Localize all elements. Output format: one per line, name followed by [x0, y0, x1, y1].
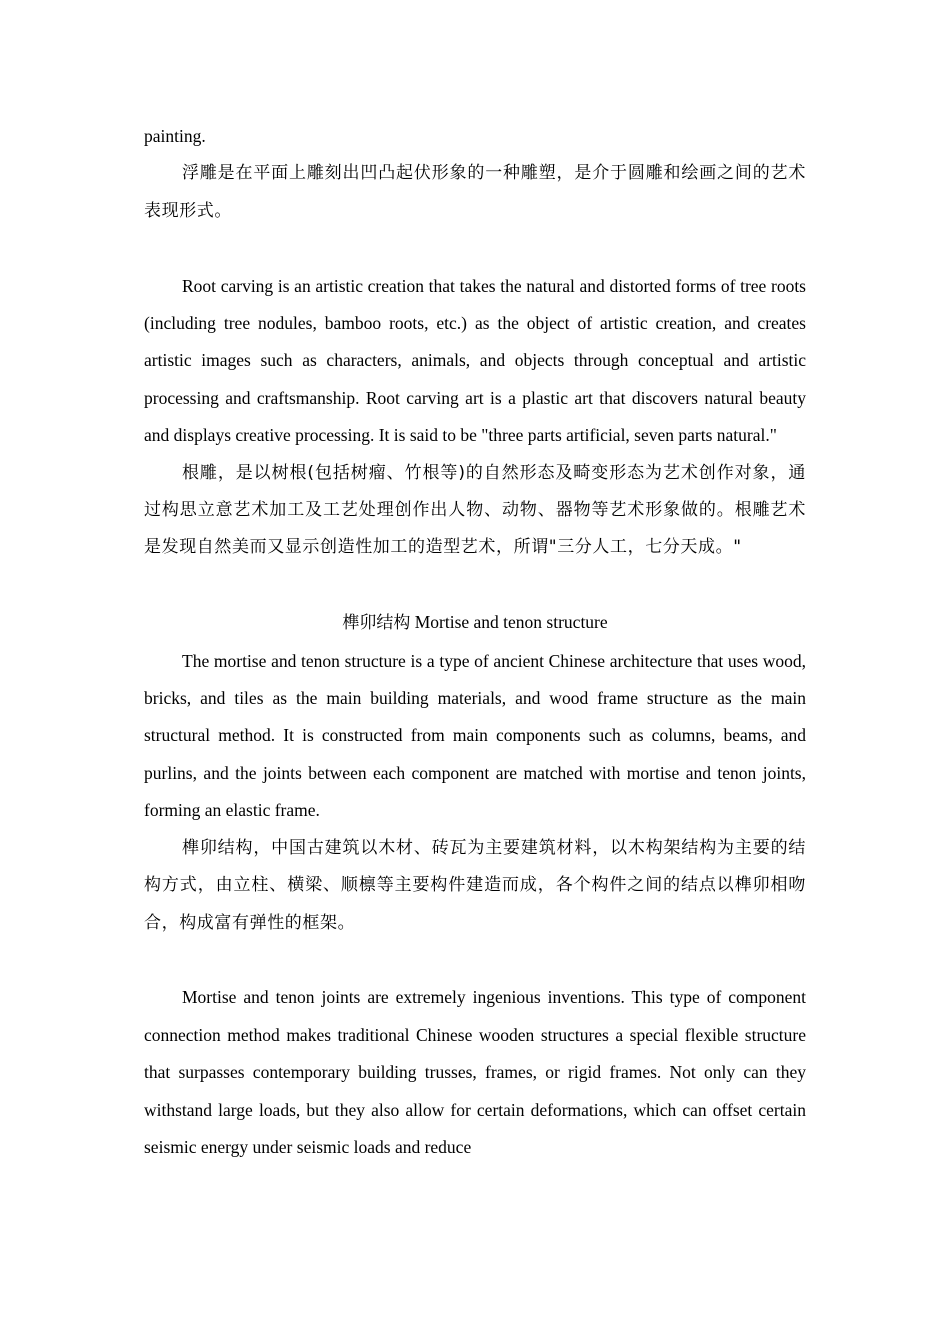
section-heading-zh: 榫卯结构 [342, 613, 411, 634]
section-heading-en: Mortise and tenon structure [410, 612, 608, 633]
paragraph-relief-carving-zh: 浮雕是在平面上雕刻出凹凸起伏形象的一种雕塑，是介于圆雕和绘画之间的艺术表现形式。 [144, 163, 806, 221]
paragraph-root-carving-en: Root carving is an artistic creation that takes the natural and distorted forms of tree roots (including tree nodules, bamboo roots, etc.) as the object of artistic creation, and creates artistic images such as characters, animals, and objects through conceptual and artistic processing and craftsmanship. Root carving art is a plastic art that discovers natural beauty and displays creative processing. It is said to be "three parts artificial, seven parts natural." [144, 275, 806, 446]
blank-line [144, 942, 806, 979]
document-page [144, 118, 806, 1166]
paragraph-root-carving-zh: 根雕，是以树根(包括树瘤、竹根等)的自然形态及畸变形态为艺术创作对象，通过构思立意艺术加工及工艺处理创作出人物、动物、器物等艺术形象做的。根雕艺术是发现自然美而又显示创造性加工的造型艺术，所谓"三分人工，七分天成。" [144, 462, 806, 558]
paragraph-mortise-tenon-zh: 榫卯结构，中国古建筑以木材、砖瓦为主要建筑材料，以木构架结构为主要的结构方式，由立柱、横梁、顺檩等主要构件建造而成，各个构件之间的结点以榫卯相吻合，构成富有弹性的框架。 [144, 837, 806, 933]
paragraph-continuation: painting. [144, 126, 206, 146]
paragraph-joints-en: Mortise and tenon joints are extremely ingenious inventions. This type of component connection method makes traditional Chinese wooden structures a special flexible structure that surpasses contemporary building trusses, frames, or rigid frames. Not only can they withstand large loads, but they also allow for certain deformations, which can offset certain seismic energy under seismic loads and reduce [144, 987, 806, 1157]
paragraph-mortise-tenon-en: The mortise and tenon structure is a type of ancient Chinese architecture that uses wood, bricks, and tiles as the main building materials, and wood frame structure as the main structural method. It is constructed from main components such as columns, beams, and purlins, and the joints between each component are matched with mortise and tenon joints, forming an elastic frame. [144, 650, 806, 821]
section-heading [144, 604, 806, 642]
blank-line [144, 567, 806, 604]
blank-line [144, 230, 806, 267]
